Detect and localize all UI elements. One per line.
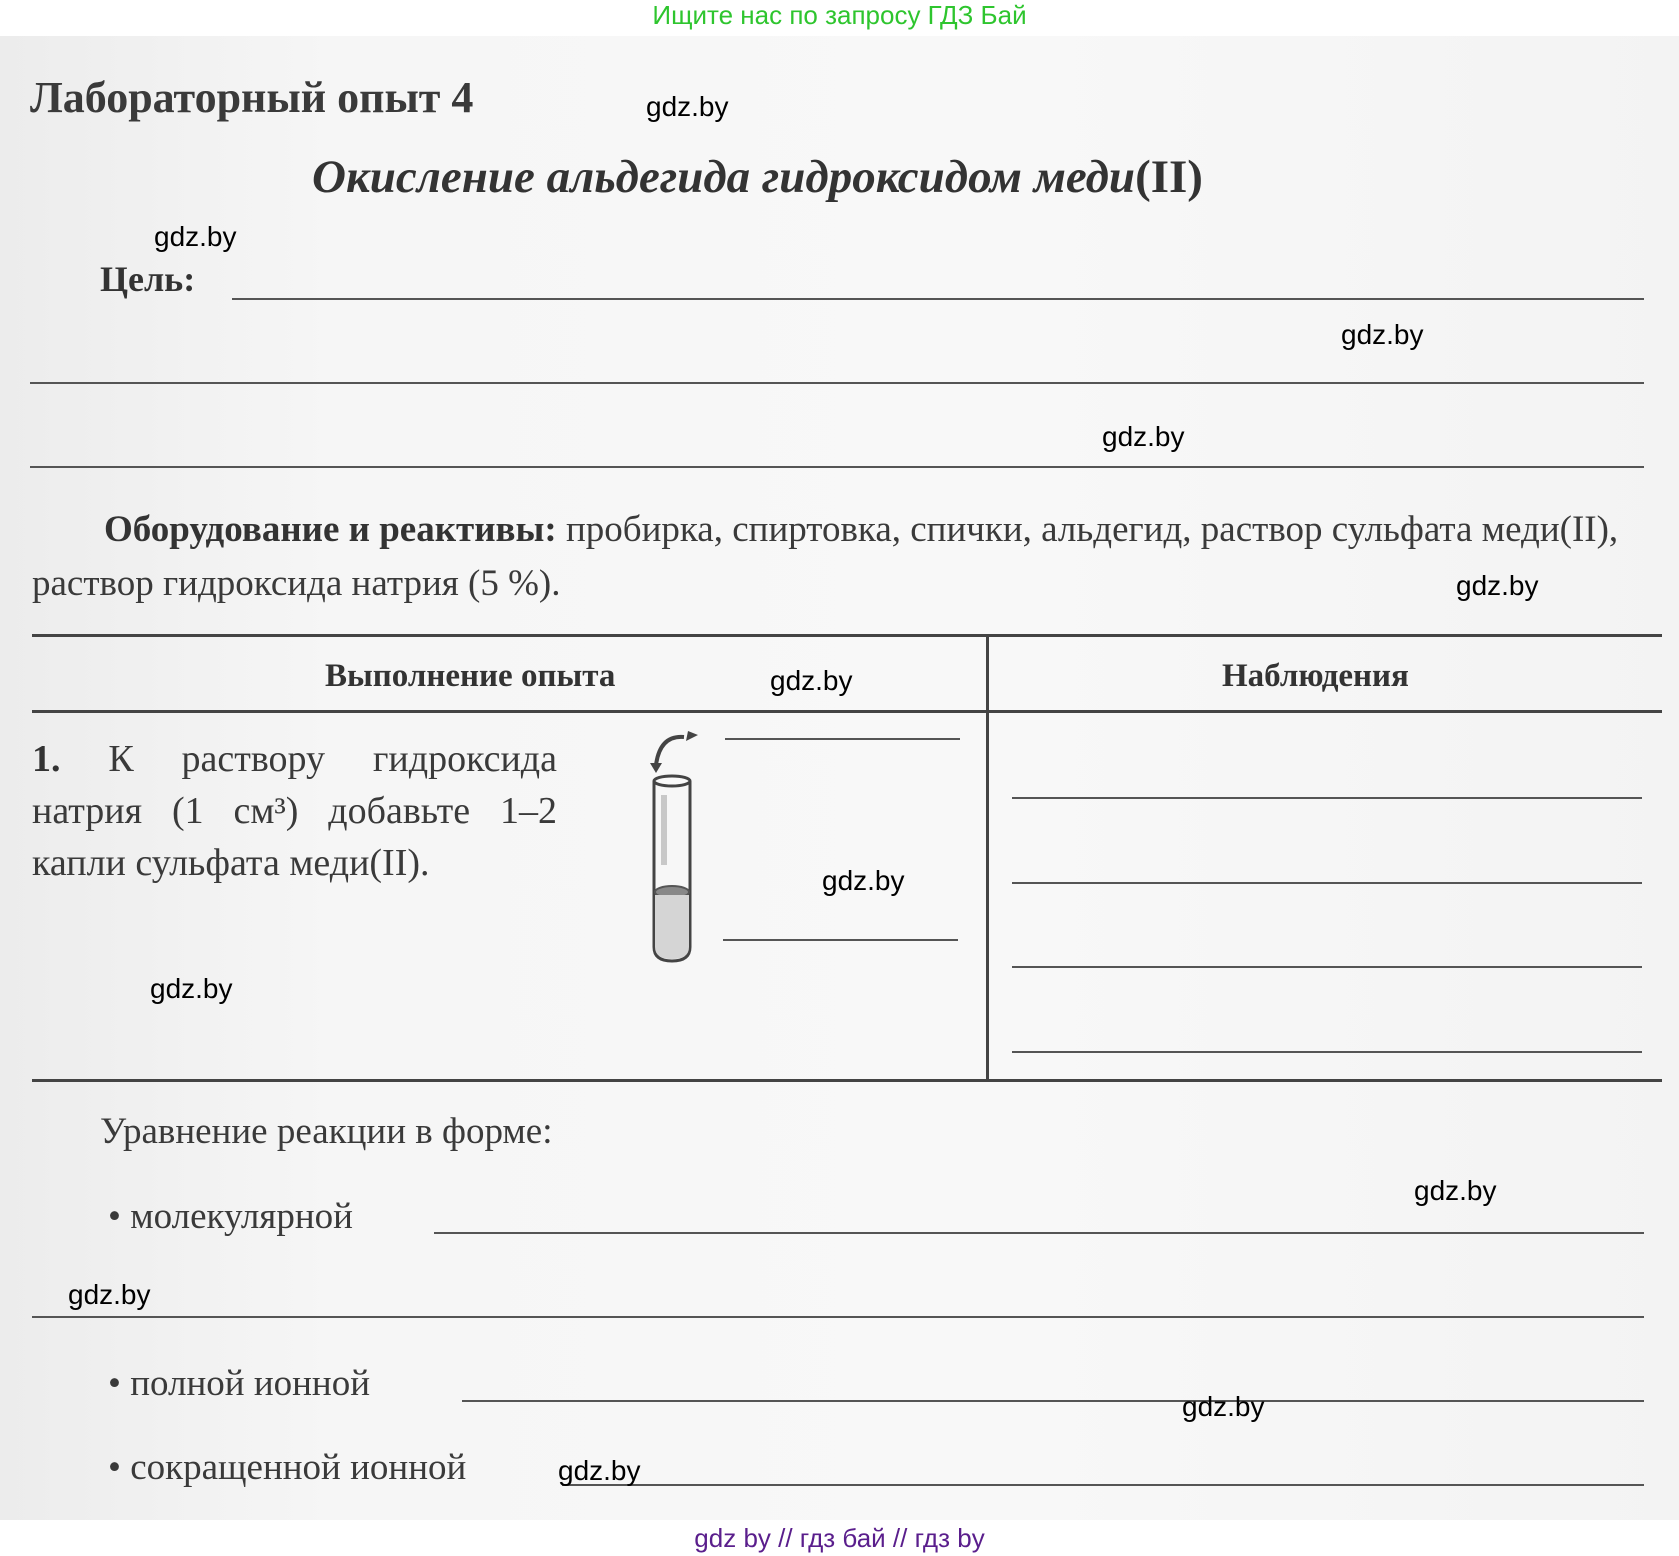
- equation-form-molecular: • молекулярной: [108, 1196, 353, 1237]
- procedure-answer-line-2[interactable]: [723, 939, 958, 941]
- observation-line-2[interactable]: [1012, 882, 1642, 884]
- test-tube-icon: [640, 725, 720, 965]
- top-banner: [0, 0, 1679, 36]
- goal-answer-line-1[interactable]: [232, 298, 1644, 300]
- observation-line-1[interactable]: [1012, 797, 1642, 799]
- molecular-answer-line-2[interactable]: [32, 1316, 1644, 1318]
- watermark: gdz.by: [1341, 319, 1424, 350]
- watermark: gdz.by: [1102, 421, 1185, 452]
- bottom-banner: [0, 1520, 1679, 1556]
- table-header-border: [32, 710, 1662, 713]
- procedure-answer-line-1[interactable]: [725, 738, 960, 740]
- table-column-divider: [986, 634, 989, 1079]
- bottom-banner-text: gdz by // гдз бай // гдз by: [694, 1523, 985, 1553]
- molecular-answer-line-1[interactable]: [434, 1232, 1644, 1234]
- goal-label: Цель:: [100, 259, 196, 299]
- watermark: gdz.by: [1456, 570, 1539, 601]
- step-1-text: К раствору гидроксида натрия (1 см³) добавьте 1–2 капли сульфата меди(II).: [32, 738, 557, 884]
- watermark: gdz.by: [770, 665, 853, 696]
- watermark: gdz.by: [1182, 1391, 1265, 1422]
- equipment-label: Оборудование и реактивы:: [104, 509, 557, 550]
- equation-heading: Уравнение реакции в форме:: [100, 1111, 553, 1152]
- experiment-title-text: Окисление альдегида гидроксидом меди: [312, 151, 1136, 203]
- experiment-title: [312, 150, 1203, 204]
- test-tube-illustration: [640, 725, 720, 965]
- observation-line-3[interactable]: [1012, 966, 1642, 968]
- goal-answer-line-3[interactable]: [30, 466, 1644, 468]
- step-1: [32, 733, 557, 889]
- watermark: gdz.by: [154, 221, 237, 252]
- observation-line-4[interactable]: [1012, 1051, 1642, 1053]
- equipment-text: пробирка, спиртовка, спички, альдегид, раствор сульфата меди(II), раствор гидроксида натрия (5 %).: [32, 509, 1619, 604]
- equation-form-net-ionic: • сокращенной ионной: [108, 1447, 467, 1488]
- table-bottom-border: [32, 1079, 1662, 1082]
- table-top-border: [32, 634, 1662, 637]
- watermark: gdz.by: [646, 91, 729, 122]
- full-ionic-answer-line[interactable]: [462, 1400, 1644, 1402]
- experiment-title-suffix: (II): [1135, 151, 1203, 203]
- goal-answer-line-2[interactable]: [30, 382, 1644, 384]
- top-banner-text: Ищите нас по запросу ГДЗ Бай: [652, 0, 1027, 30]
- net-ionic-answer-line[interactable]: [562, 1484, 1644, 1486]
- lab-title: Лабораторный опыт 4: [30, 73, 474, 122]
- table-header-procedure: Выполнение опыта: [325, 658, 616, 694]
- watermark: gdz.by: [822, 865, 905, 896]
- equipment-paragraph: [32, 503, 1672, 611]
- watermark: gdz.by: [558, 1455, 641, 1486]
- equation-form-full-ionic: • полной ионной: [108, 1363, 371, 1404]
- watermark: gdz.by: [68, 1279, 151, 1310]
- step-1-number: 1.: [32, 738, 61, 780]
- curved-arrow-icon: [656, 737, 684, 765]
- table-header-observations: Наблюдения: [1222, 658, 1409, 694]
- watermark: gdz.by: [150, 973, 233, 1004]
- watermark: gdz.by: [1414, 1175, 1497, 1206]
